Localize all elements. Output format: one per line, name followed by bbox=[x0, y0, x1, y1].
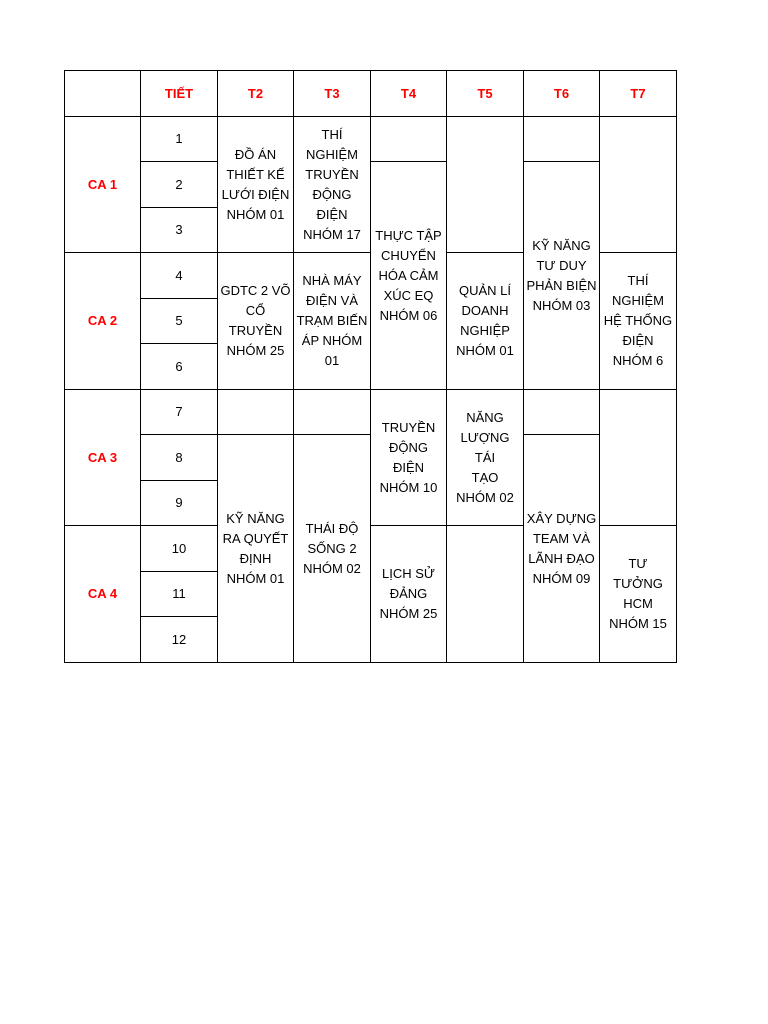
header-row bbox=[65, 71, 677, 117]
class-t6-ky-nang-tu-duy: KỸ NĂNG TƯ DUY PHẢN BIỆN NHÓM 03 bbox=[524, 162, 600, 390]
header-t2: T2 bbox=[218, 71, 294, 117]
class-t3-thi-nghiem-truyen-dong: THÍ NGHIỆM TRUYỀN ĐỘNG ĐIỆN NHÓM 17 bbox=[294, 117, 371, 253]
timetable bbox=[64, 70, 677, 663]
period-cell: 4 bbox=[141, 253, 218, 299]
class-t7-tu-tuong-hcm: TƯ TƯỞNG HCM NHÓM 15 bbox=[600, 526, 677, 663]
period-cell: 2 bbox=[141, 162, 218, 208]
header-t4: T4 bbox=[371, 71, 447, 117]
class-t7-thi-nghiem-he-thong: THÍ NGHIỆM HỆ THỐNG ĐIỆN NHÓM 6 bbox=[600, 253, 677, 390]
period-cell: 1 bbox=[141, 117, 218, 162]
class-t2-gdtc: GDTC 2 VÕ CỔ TRUYỀN NHÓM 25 bbox=[218, 253, 294, 390]
empty-cell bbox=[447, 117, 524, 253]
empty-cell bbox=[524, 390, 600, 435]
empty-cell bbox=[218, 390, 294, 435]
class-t2-ky-nang-ra-quyet-dinh: KỸ NĂNG RA QUYẾT ĐỊNH NHÓM 01 bbox=[218, 435, 294, 663]
header-t6: T6 bbox=[524, 71, 600, 117]
period-cell: 10 bbox=[141, 526, 218, 572]
empty-cell bbox=[524, 117, 600, 162]
table-row bbox=[65, 390, 677, 435]
class-t3-nha-may-dien: NHÀ MÁY ĐIỆN VÀ TRẠM BIẾN ÁP NHÓM 01 bbox=[294, 253, 371, 390]
class-t3-thai-do-song: THÁI ĐỘ SỐNG 2 NHÓM 02 bbox=[294, 435, 371, 663]
empty-cell bbox=[371, 117, 447, 162]
empty-cell bbox=[294, 390, 371, 435]
header-t7: T7 bbox=[600, 71, 677, 117]
empty-cell bbox=[600, 117, 677, 253]
period-cell: 6 bbox=[141, 344, 218, 390]
shift-ca-1: CA 1 bbox=[65, 117, 141, 253]
empty-cell bbox=[447, 526, 524, 663]
class-t5-quan-li: QUẢN LÍ DOANH NGHIỆP NHÓM 01 bbox=[447, 253, 524, 390]
table-row bbox=[65, 162, 677, 208]
class-t2-do-an: ĐỒ ÁN THIẾT KẾ LƯỚI ĐIỆN NHÓM 01 bbox=[218, 117, 294, 253]
header-corner bbox=[65, 71, 141, 117]
shift-ca-2: CA 2 bbox=[65, 253, 141, 390]
shift-ca-4: CA 4 bbox=[65, 526, 141, 663]
period-cell: 11 bbox=[141, 572, 218, 617]
period-cell: 7 bbox=[141, 390, 218, 435]
period-cell: 9 bbox=[141, 481, 218, 526]
period-cell: 8 bbox=[141, 435, 218, 481]
class-t5-nang-luong: NĂNG LƯỢNG TÁI TẠO NHÓM 02 bbox=[447, 390, 524, 526]
class-t6-xay-dung-team: XÂY DỰNG TEAM VÀ LÃNH ĐẠO NHÓM 09 bbox=[524, 435, 600, 663]
class-t4-thuc-tap: THỰC TẬP CHUYỂN HÓA CẢM XÚC EQ NHÓM 06 bbox=[371, 162, 447, 390]
period-cell: 12 bbox=[141, 617, 218, 663]
class-t4-truyen-dong-dien: TRUYỀN ĐỘNG ĐIỆN NHÓM 10 bbox=[371, 390, 447, 526]
header-tiet: TIẾT bbox=[141, 71, 218, 117]
period-cell: 3 bbox=[141, 208, 218, 253]
table-row bbox=[65, 117, 677, 162]
empty-cell bbox=[600, 390, 677, 526]
class-t4-lich-su-dang: LỊCH SỬ ĐẢNG NHÓM 25 bbox=[371, 526, 447, 663]
period-cell: 5 bbox=[141, 299, 218, 344]
header-t3: T3 bbox=[294, 71, 371, 117]
shift-ca-3: CA 3 bbox=[65, 390, 141, 526]
header-t5: T5 bbox=[447, 71, 524, 117]
